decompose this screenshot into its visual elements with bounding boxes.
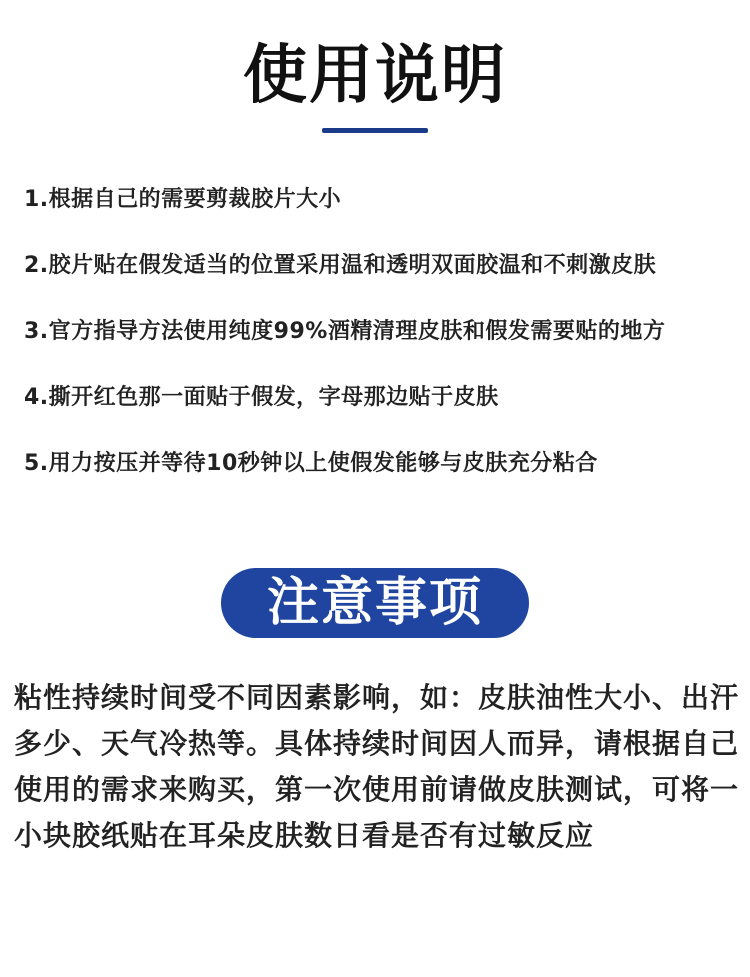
notice-paragraph: 粘性持续时间受不同因素影响，如：皮肤油性大小、出汗多少、天气冷热等。具体持续时间因人而异，请根据自己使用的需求来购买，第一次使用前请做皮肤测试，可将一小块胶纸贴在耳朵皮肤数日看是否有过敏反应 <box>14 681 740 852</box>
instruction-step-4: 4.撕开红色那一面贴于假发，字母那边贴于皮肤 <box>24 385 499 410</box>
notice-heading-badge: 注意事项 <box>221 568 529 638</box>
title-underline <box>322 128 428 133</box>
page-title: 使用说明 <box>243 39 507 113</box>
instruction-step-3: 3.官方指导方法使用纯度99%酒精清理皮肤和假发需要贴的地方 <box>24 319 666 344</box>
instruction-step-1: 1.根据自己的需要剪裁胶片大小 <box>24 187 342 212</box>
instruction-list <box>24 178 744 508</box>
instruction-step-2: 2.胶片贴在假发适当的位置采用温和透明双面胶温和不刺激皮肤 <box>24 253 657 278</box>
instruction-step-5: 5.用力按压并等待10秒钟以上使假发能够与皮肤充分粘合 <box>24 451 598 476</box>
